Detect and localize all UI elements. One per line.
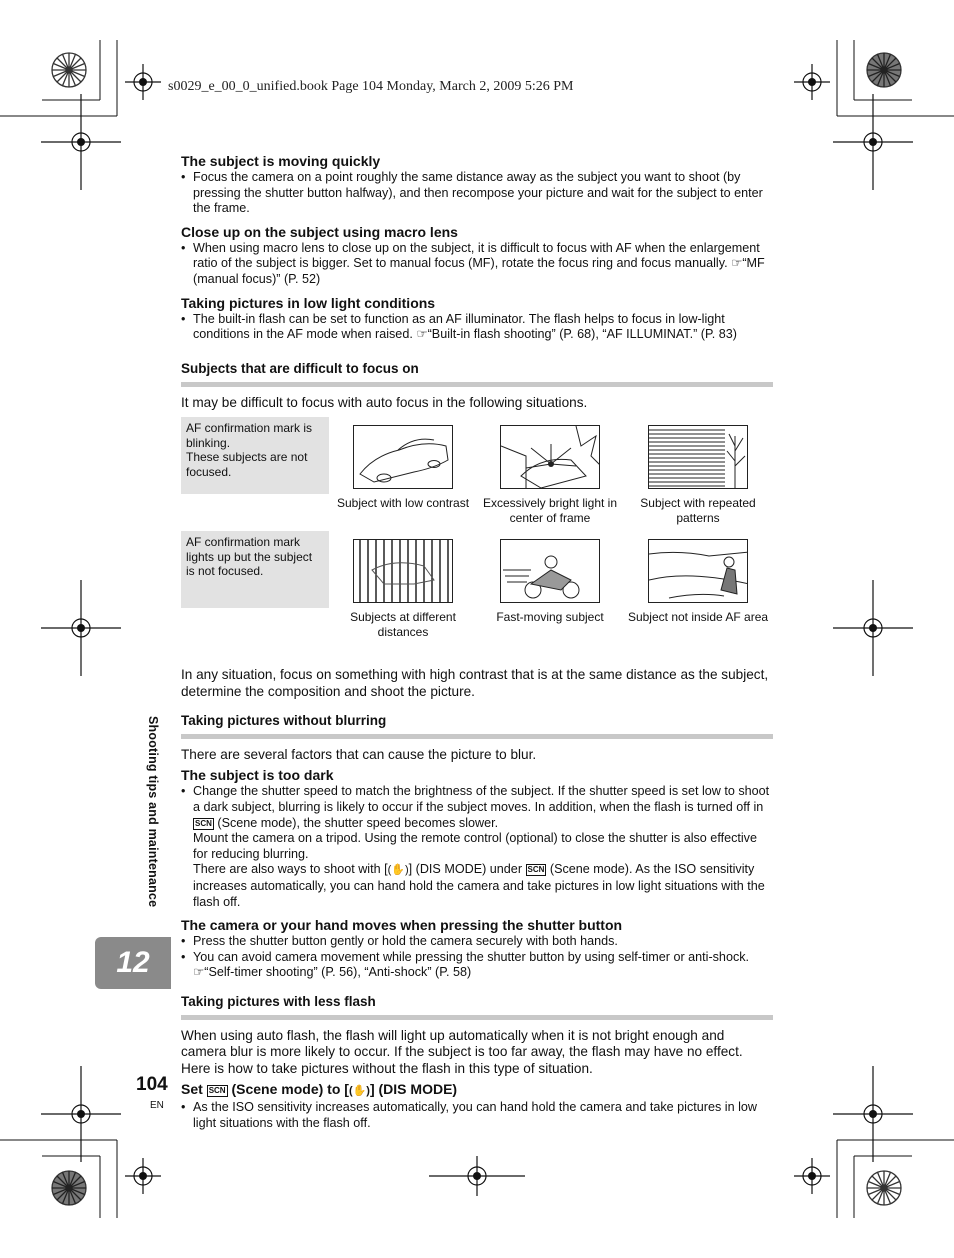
chapter-title-vertical: Shooting tips and maintenance	[146, 716, 160, 908]
text-span: ] (DIS MODE) under	[408, 862, 523, 877]
text-span: Set	[181, 1081, 203, 1098]
dis-mode-hand-icon: (✋)	[387, 864, 409, 877]
section-title: Taking pictures without blurring	[181, 712, 387, 728]
caption-fast-moving: Fast-moving subject	[496, 610, 604, 625]
camera-moves-bullet: • Press the shutter button gently or hold the camera securely with both hands.	[181, 934, 773, 950]
section-title: Subjects that are difficult to focus on	[181, 360, 419, 376]
dis-mode-paragraph	[181, 862, 773, 910]
subject-too-dark-bullet	[181, 784, 773, 831]
tip-bullet: • Focus the camera on a point roughly the same distance away as the subject you want to shoot (by pressing the shutter button halfway), and then recompose your picture and wait for the subject to enter the frame.	[181, 170, 773, 217]
caption-different-distances: Subjects at different distances	[350, 610, 456, 639]
caption-not-in-af-area: Subject not inside AF area	[627, 610, 769, 625]
subject-too-dark-title: The subject is too dark	[181, 767, 334, 784]
text-span: ] (DIS MODE)	[369, 1081, 458, 1098]
illustration-different-distances	[353, 539, 453, 603]
tripod-paragraph: Mount the camera on a tripod. Using the remote control (optional) to close the shutter is also effective for reducing blurring.	[193, 831, 757, 861]
af-lights-up-box: AF confirmation mark lights up but the subject is not focused.	[181, 531, 329, 608]
camera-moves-bullet: • You can avoid camera movement while pressing the shutter button by using self-timer or anti-shock. ☞“Self-timer shooting” (P. 56), “Anti-shock” (P. 58)	[181, 950, 773, 981]
camera-moves-title: The camera or your hand moves when pressing the shutter button	[181, 917, 623, 934]
tip-low-light	[181, 294, 773, 343]
tip-title: Taking pictures in low light conditions	[181, 294, 436, 311]
illustration-low-contrast-car	[353, 425, 453, 489]
scn-icon: SCN	[527, 865, 545, 875]
text-span: Change the shutter speed to match the brightness of the subject. If the shutter speed is set low to shoot a dark subject, blurring is likely to occur if the subject moves. In addition, when the flash is turned off in	[193, 784, 770, 814]
section-intro: When using auto flash, the flash will light up automatically when it is not bright enough and camera blur is more likely to occur. If the subject is too far away, the flash may have no effect. Here is how to take pictures without the flash in this type of situation.	[181, 1027, 743, 1076]
set-dis-mode-title	[181, 1080, 773, 1100]
scn-icon: SCN	[195, 818, 212, 828]
book-header-line: s0029_e_00_0_unified.book Page 104 Monday, March 2, 2009 5:26 PM	[168, 79, 574, 94]
section-difficult-focus	[181, 360, 773, 700]
illustration-not-in-af-area	[648, 539, 748, 603]
section-intro: There are several factors that can cause the picture to blur.	[181, 746, 537, 762]
illustration-fast-moving	[500, 539, 600, 603]
caption-low-contrast: Subject with low contrast	[336, 496, 470, 511]
caption-repeated-patterns: Subject with repeated patterns	[640, 496, 756, 525]
tip-moving-quickly	[181, 152, 773, 217]
less-flash-bullet: • As the ISO sensitivity increases automatically, you can hand hold the camera and take pictures in low light situations with the flash off.	[181, 1100, 773, 1131]
scn-icon: SCN	[208, 1086, 226, 1096]
chapter-number: 12	[116, 946, 150, 979]
dis-mode-hand-icon: (✋)	[348, 1085, 370, 1098]
tip-bullet: • When using macro lens to close up on the subject, it is difficult to focus with AF when the enlargement ratio of the subject is bigger. Set to manual focus (MF), rotate the focus ring and focus manually. ☞“MF (manual focus)” (P. 52)	[181, 241, 773, 288]
section-less-flash	[181, 993, 773, 1131]
text-span: (Scene mode), the shutter speed becomes slower.	[217, 815, 499, 830]
page-language: EN	[150, 1100, 164, 1111]
caption-bright-light: Excessively bright light in center of frame	[482, 496, 618, 525]
af-blinking-box: AF confirmation mark is blinking. These subjects are not focused.	[181, 417, 329, 494]
section-rule	[181, 1015, 773, 1020]
section-without-blurring	[181, 712, 773, 981]
tip-title: Close up on the subject using macro lens	[181, 223, 458, 240]
tip-bullet: • The built-in flash can be set to function as an AF illuminator. The flash helps to focus in low-light conditions in the AF mode when raised. ☞“Built-in flash shooting” (P. 68), “AF ILLUMINAT.” (P. 83)	[181, 312, 773, 343]
section-rule	[181, 734, 773, 739]
section-intro: It may be difficult to focus with auto focus in the following situations.	[181, 394, 588, 410]
text-span: (Scene mode) to [	[231, 1081, 349, 1098]
page-number: 104	[136, 1074, 168, 1095]
text-span: There are also ways to shoot with [	[193, 862, 388, 877]
illustration-bright-light	[500, 425, 600, 489]
text-span: (Scene mode). As the ISO sensitivity increases automatically, you can hand hold the camera and take pictures in low light situations with the flash off.	[193, 862, 765, 909]
section-title: Taking pictures with less flash	[181, 993, 376, 1009]
tip-macro-lens	[181, 223, 773, 288]
section-outro: In any situation, focus on something with high contrast that is at the same distance as the subject, determine the composition and shoot the picture.	[181, 667, 769, 699]
main-content	[181, 152, 773, 1131]
section-rule	[181, 382, 773, 387]
illustration-repeated-patterns	[648, 425, 748, 489]
tip-title: The subject is moving quickly	[181, 153, 381, 169]
focus-examples-grid	[181, 417, 773, 667]
